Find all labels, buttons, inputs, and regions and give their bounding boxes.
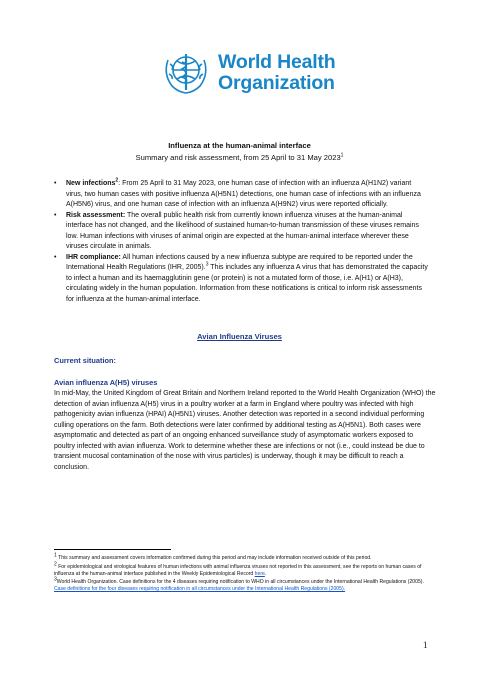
footnote-divider [54,549,171,550]
footnote-text: World Health Organization. Case definitions for the 4 diseases requiring notification to WHO in all circumstances under the International Health Regulations (2005). [56,579,424,586]
bullet-label: Risk assessment: [66,211,126,219]
footnote-ref[interactable]: 3 [205,261,209,268]
footnote-link[interactable]: Case definitions for the four diseases requiring notification in all circumstances under the International Health Regulations (2005). [54,586,346,593]
bullet-dot-icon: • [54,180,57,187]
who-emblem-icon [160,50,212,98]
page-title: Influenza at the human-animal interface [168,141,311,150]
body-paragraph: In mid-May, the United Kingdom of Great Britain and Northern Ireland reported to the World Health Organization (WHO) the detection of avian influenza A(H5) virus in a poultry worker at a farm in England where poultry was infected with high pathogenicity avian influenza (HPAI) A(H5N1) viruses. Another detection was reported in a second individual performing culling operations on the farm. Both detections were later confirmed by additional testing as A(H5N1). Both cases were asymptomatic and detected as part of an ongoing enhanced surveillance study of asymptomatic workers exposed to poultry infected with avian influenza. Work to determine whether these are infections or not (i.e., could instead be due to transient mucosal contamination of the nose with virus particles) is underway, though it may be difficult to reach a conclusion. [54,390,436,471]
section-heading: Avian Influenza Viruses [197,332,282,341]
footnote-number: 2 [54,560,57,567]
footnote-text: This summary and assessment covers information confirmed during this period and may include information received outside of this period. [56,555,372,561]
footnote-number: 3 [54,576,57,583]
bullet-text: All human infections caused by a new influenza subtype are required to be reported under the International Health Regulations (IHR, 2005). [66,253,413,271]
footnote-tail: . [264,570,267,577]
current-situation-heading: Current situation: [54,356,116,365]
footnote-3 [54,576,432,593]
bullet-text: The overall public health risk from currently known influenza viruses at the human-animal interface has not changed, and the likelihood of sustained human-to-human transmission of these viruses remains low. Human infections with viruses of animal origin are expected at the human-animal interface wherever these viruses circulate in animals. [66,211,419,250]
bullet-label: IHR compliance: [66,253,121,261]
who-wordmark-line2: Organization [218,72,335,94]
bullet-new-infections [54,179,429,211]
footnote-link[interactable]: here [254,570,265,577]
page-number: 1 [423,640,428,650]
bullet-dot-icon: • [54,211,57,219]
bullet-risk-assessment [54,211,429,253]
bullet-text: : From 25 April to 31 May 2023, one human case of infection with an influenza A(H1N2) variant virus, two human cases with positive influenza A(H5N1) detections, one human case of infections with an influenza A(H5N6) virus, and one human case of infection with an influenza A(H9N2) virus were reported officially. [66,180,421,208]
page-subtitle [0,153,479,162]
bullet-label: New infections [66,180,116,187]
footnote-number: 1 [54,552,57,559]
bullet-text-continued: This includes any influenza A virus that has demonstrated the capacity to infect a human and its haemagglutinin gene (or protein) is not a mutated form of those, i.e. A(H1) or A(H3), circulating widely in the human population. Information from these notifications is critical to inform risk assessments for influenza at the human-animal interface. [66,264,428,303]
subsection-heading: Avian influenza A(H5) viruses [54,378,158,387]
who-logo [160,50,400,98]
footnote-2 [54,560,432,578]
footnote-ref[interactable]: 1 [340,152,344,159]
footnote-ref[interactable]: 2 [115,177,119,184]
footnote-text: For epidemiological and virological features of human infections with animal influenza viruses not reported in this assessment, see the reports on human cases of influenza at the human-animal interface published in the Weekly Epidemiological Record [54,563,422,577]
who-wordmark-line1: World Health [218,51,336,73]
subtitle-text: Summary and risk assessment, from 25 April to 31 May 2023 [135,153,341,162]
summary-bullets [54,179,429,305]
who-wordmark [218,52,336,94]
footnote-1 [54,552,432,562]
footnotes [54,552,432,595]
bullet-ihr-compliance [54,253,429,306]
bullet-dot-icon: • [54,253,57,261]
